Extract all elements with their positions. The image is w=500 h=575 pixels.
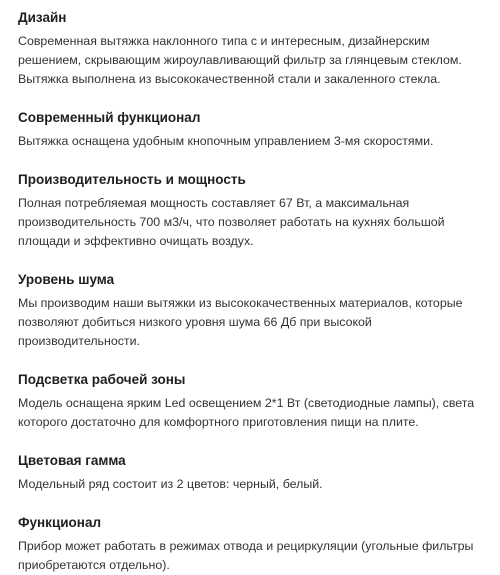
section-text: Прибор может работать в режимах отвода и рециркуляции (угольные фильтры приобретаются отдельно). <box>18 539 474 572</box>
section-lighting <box>18 371 482 432</box>
section-text: Мы производим наши вытяжки из высококачественных материалов, которые позволяют добиться низкого уровня шума 66 Дб при высокой производительности. <box>18 296 463 348</box>
section-functionality <box>18 514 482 575</box>
section-design <box>18 9 482 89</box>
section-title: Производительность и мощность <box>18 172 246 187</box>
section-title: Цветовая гамма <box>18 453 126 468</box>
section-text: Модель оснащена ярким Led освещением 2*1 Вт (светодиодные лампы), света которого достаточно для комфортного приготовления пищи на плите. <box>18 396 475 429</box>
section-title: Функционал <box>18 515 102 530</box>
section-performance <box>18 171 482 251</box>
section-title: Уровень шума <box>18 272 115 287</box>
section-text: Полная потребляемая мощность составляет 67 Вт, а максимальная производительность 700 м3/ч, что позволяет работать на кухнях большой площади и эффективно очищать воздух. <box>18 196 445 248</box>
section-title: Подсветка рабочей зоны <box>18 372 186 387</box>
section-title: Современный функционал <box>18 110 201 125</box>
section-title: Дизайн <box>18 10 67 25</box>
section-text: Вытяжка оснащена удобным кнопочным управлением 3-мя скоростями. <box>18 134 434 148</box>
section-text: Модельный ряд состоит из 2 цветов: черный, белый. <box>18 477 323 491</box>
section-modern-functionality <box>18 109 482 151</box>
section-noise-level <box>18 271 482 351</box>
section-text: Современная вытяжка наклонного типа с и интересным, дизайнерским решением, скрывающим жироулавливающий фильтр за глянцевым стеклом. Вытяжка выполнена из высококачественной стали и закаленного стекла. <box>18 34 462 86</box>
section-colors <box>18 452 482 494</box>
